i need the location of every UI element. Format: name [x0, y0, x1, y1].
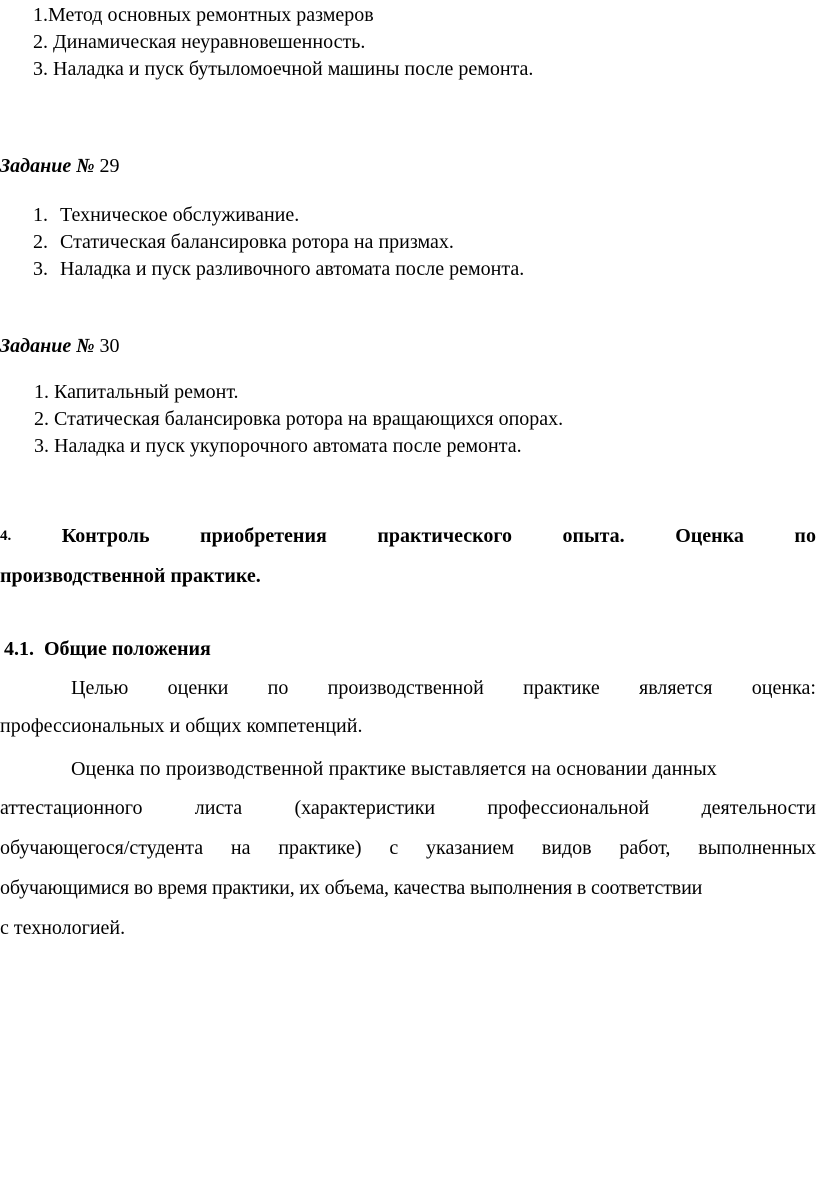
word: деятельности — [701, 797, 816, 819]
word: видов — [541, 837, 592, 859]
word: профессиональной — [487, 797, 650, 819]
task-number: 29 — [99, 155, 120, 177]
word: практике) — [278, 837, 362, 859]
title-word: по — [794, 525, 816, 547]
task-label: Задание № — [0, 335, 95, 357]
paragraph-line: обучающимися во время практики, их объема, качества выполнения в соответствии — [0, 877, 703, 899]
word: с — [389, 837, 399, 859]
word: практике — [523, 677, 600, 699]
list-text: Техническое обслуживание. — [60, 204, 300, 226]
paragraph-line — [0, 836, 816, 860]
word: производственной — [327, 677, 484, 699]
list-item: 2. Статическая балансировка ротора на вращающихся опорах. — [34, 408, 564, 430]
list-number: 1. — [33, 204, 48, 226]
word: по — [267, 677, 289, 699]
list-item: 3. Наладка и пуск бутыломоечной машины после ремонта. — [33, 58, 534, 80]
word: работ, — [619, 837, 671, 859]
task-heading-29 — [0, 154, 120, 178]
title-word: приобретения — [200, 525, 327, 547]
word: выполненных — [698, 837, 816, 859]
list-item: 1.Метод основных ремонтных размеров — [33, 4, 374, 26]
list-item — [33, 257, 524, 281]
paragraph-line: Оценка по производственной практике выставляется на основании данных — [71, 758, 717, 780]
list-text: Наладка и пуск разливочного автомата после ремонта. — [60, 258, 525, 280]
list-item: 3. Наладка и пуск укупорочного автомата после ремонта. — [34, 435, 522, 457]
subsection-heading: 4.1. Общие положения — [4, 638, 211, 660]
title-word: Контроль — [61, 525, 150, 547]
paragraph-line — [71, 676, 816, 700]
word: на — [230, 837, 251, 859]
word: оценки — [167, 677, 229, 699]
list-text: Статическая балансировка ротора на призмах. — [60, 231, 454, 253]
list-item: 2. Динамическая неуравновешенность. — [33, 31, 366, 53]
list-number: 2. — [33, 231, 48, 253]
paragraph-line: профессиональных и общих компетенций. — [0, 715, 363, 737]
task-heading-30 — [0, 334, 120, 358]
word: аттестационного — [0, 797, 143, 819]
task-number: 30 — [99, 335, 120, 357]
task-label: Задание № — [0, 155, 95, 177]
list-item — [33, 230, 454, 254]
title-word: практического — [377, 525, 512, 547]
section-title — [0, 524, 816, 548]
word: листа — [194, 797, 243, 819]
word: оценка: — [751, 677, 816, 699]
title-word: опыта. — [562, 525, 625, 547]
word: является — [639, 677, 713, 699]
word: обучающегося/студента — [0, 837, 204, 859]
list-number: 3. — [33, 258, 48, 280]
word: (характеристики — [294, 797, 436, 819]
section-number: 4. — [0, 528, 12, 544]
title-word: Оценка — [675, 525, 744, 547]
paragraph-line: с технологией. — [0, 917, 126, 939]
word: указанием — [426, 837, 515, 859]
list-item — [33, 203, 299, 227]
list-item: 1. Капитальный ремонт. — [34, 381, 239, 403]
paragraph-line — [0, 796, 816, 820]
word: Целью — [71, 677, 129, 699]
section-title-line2: производственной практике. — [0, 565, 261, 587]
